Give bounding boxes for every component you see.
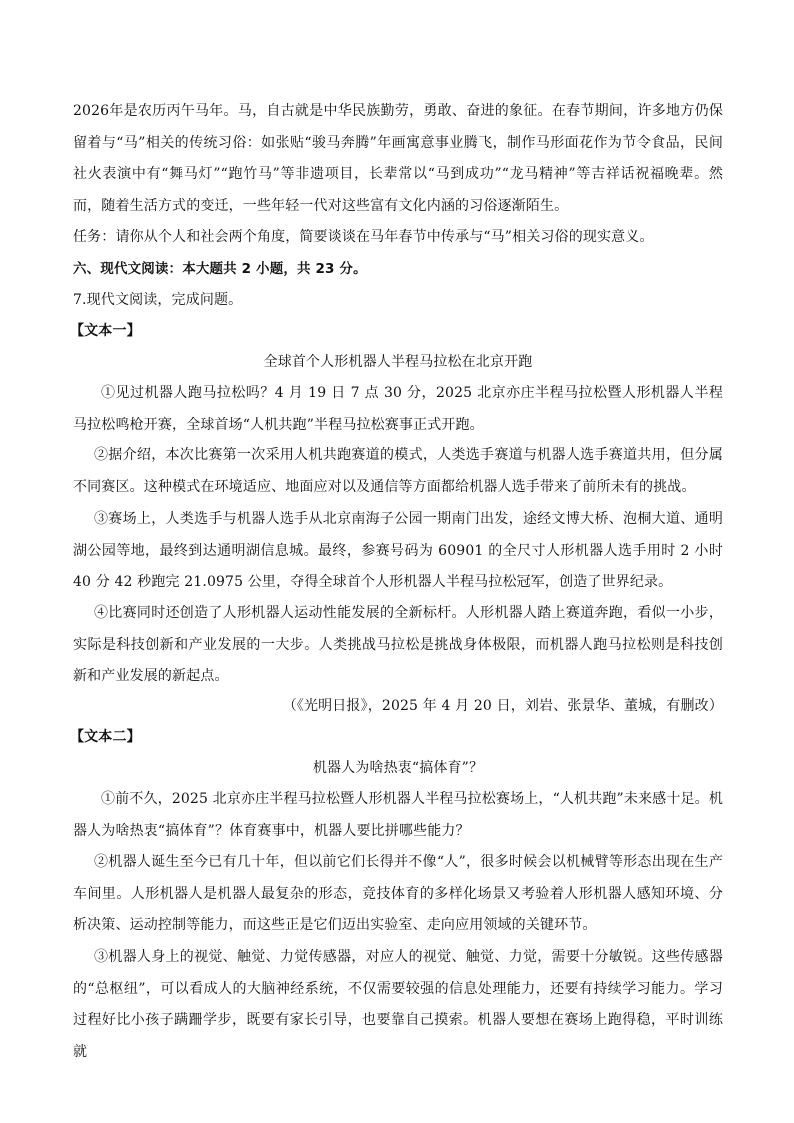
task-prompt: 任务：请你从个人和社会两个角度，简要谈谈在马年春节中传承与“马”相关习俗的现实意义。 <box>73 229 654 245</box>
text1-paragraph-4: ④比赛同时还创造了人形机器人运动性能发展的全新标杆。人形机器人踏上赛道奔跑，看似一小步，实际是科技创新和产业发展的一大步。人类挑战马拉松是挑战身体极限，而机器人跑马拉松则是科技创新和产业发展的新起点。 <box>73 605 723 684</box>
text2-paragraph-2: ②机器人诞生至今已有几十年，但以前它们长得并不像“人”，很多时候会以机械臂等形态出现在生产车间里。人形机器人是机器人最复杂的形态，竞技体育的多样化场景又考验着人形机器人感知环境、分析决策、运动控制等能力，而这些正是它们迈出实验室、走向应用领域的关键环节。 <box>73 854 723 933</box>
text1-source: （《光明日报》，2025 年 4 月 20 日，刘岩、张景华、董城，有删改） <box>282 698 723 714</box>
text1-paragraph-1: ①见过机器人跑马拉松吗？4 月 19 日 7 点 30 分，2025 北京亦庄半程马拉松暨人形机器人半程马拉松鸣枪开赛，全球首场“人机共跑”半程马拉松赛事正式开跑。 <box>73 385 723 433</box>
text2-paragraph-3: ③机器人身上的视觉、触觉、力觉传感器，对应人的视觉、触觉、力觉，需要十分敏锐。这些传感器的“总枢纽”，可以看成人的大脑神经系统，不仅需要较强的信息处理能力，还要有持续学习能力。学习过程好比小孩子蹒跚学步，既要有家长引导，也要靠自己摸索。机器人要想在赛场上跑得稳，平时训练就 <box>73 949 723 1060</box>
question-number: 7.现代文阅读，完成问题。 <box>73 292 243 308</box>
text1-paragraph-3: ③赛场上，人类选手与机器人选手从北京南海子公园一期南门出发，途经文博大桥、泡桐大道、通明湖公园等地，最终到达通明湖信息城。最终，参赛号码为 60901 的全尺寸人形机器人选手用时 2 小时 40 分 42 秒跑完 21.0975 公里，夺得全球首个人形机器人半程马拉松冠军，创造了世界纪录。 <box>73 511 723 590</box>
text1-tag: 【文本一】 <box>70 323 141 339</box>
section-heading: 六、现代文阅读：本大题共 2 小题，共 23 分。 <box>73 261 367 277</box>
text2-paragraph-1: ①前不久，2025 北京亦庄半程马拉松暨人形机器人半程马拉松赛场上，“人机共跑”未来感十足。机器人为啥热衷“搞体育”？体育赛事中，机器人要比拼哪些能力？ <box>73 791 723 839</box>
intro-paragraph: 2026年是农历丙午马年。马，自古就是中华民族勤劳，勇敢、奋进的象征。在春节期间，许多地方仍保留着与“马”相关的传统习俗：如张贴“骏马奔腾”年画寓意事业腾飞，制作马形面花作为节令食品，民间社火表演中有“舞马灯”“跑竹马”等非遗项目，长辈常以“马到成功”“龙马精神”等吉祥话祝福晚辈。然而，随着生活方式的变迁，一些年轻一代对这些富有文化内涵的习俗逐渐陌生。 <box>73 103 723 214</box>
text2-tag: 【文本二】 <box>70 729 141 745</box>
text2-title: 机器人为啥热衷“搞体育”？ <box>312 760 484 776</box>
text1-title: 全球首个人形机器人半程马拉松在北京开跑 <box>263 354 533 370</box>
text1-paragraph-2: ②据介绍，本次比赛第一次采用人机共跑赛道的模式，人类选手赛道与机器人选手赛道共用，但分属不同赛区。这种模式在环境适应、地面应对以及通信等方面都给机器人选手带来了前所未有的挑战。 <box>73 447 723 495</box>
